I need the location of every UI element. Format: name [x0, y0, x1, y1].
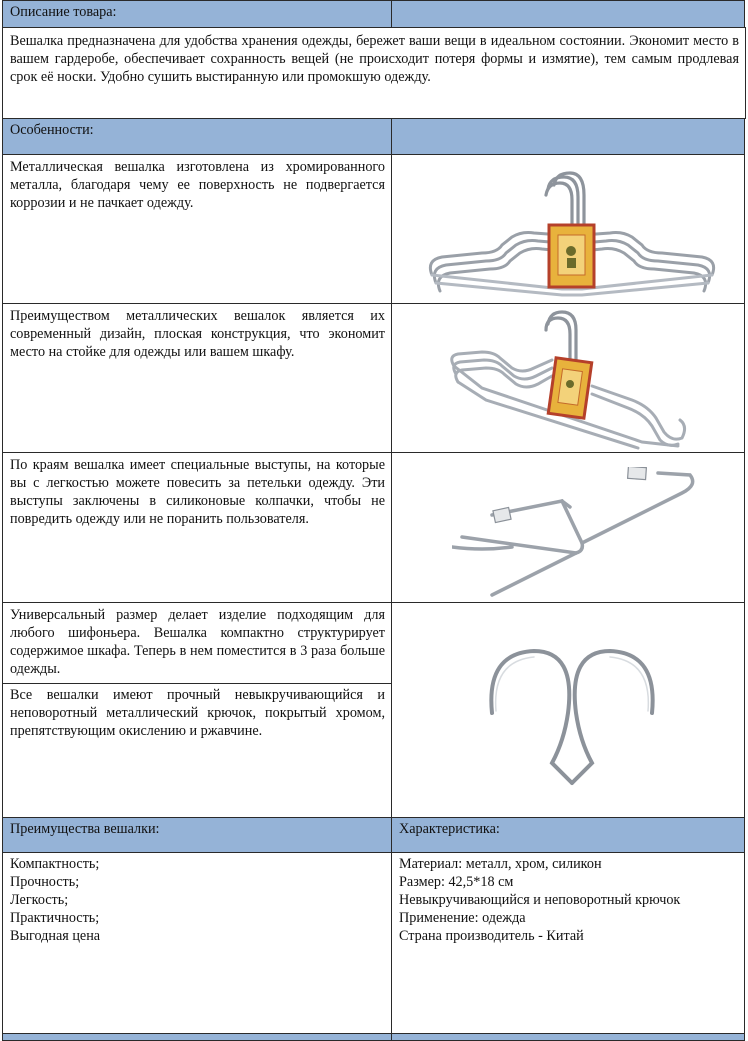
hook-closeup-image: [472, 623, 672, 803]
description-header-empty: [391, 0, 745, 28]
spec-item: Страна производитель - Китай: [399, 928, 584, 944]
features-header-empty: [391, 118, 745, 155]
feature-text-1: Металлическая вешалка изготовлена из хромированного металла, благодаря чему ее поверхность не подвергается коррозии и не пачкает одежду.: [10, 159, 385, 211]
spec-item: Невыкручивающийся и неповоротный крючок: [399, 892, 681, 908]
specs-list: [399, 855, 680, 945]
feature-text-cell-1: [2, 154, 392, 304]
hanger-stack-image: [422, 165, 722, 300]
advantages-header: Преимущества вешалки:: [10, 821, 160, 837]
feature-image-cell-3: [391, 452, 745, 603]
features-header: Особенности:: [10, 122, 94, 138]
feature-text-3: По краям вешалка имеет специальные выступы, на которые вы с легкостью можете повесить за петельки одежду. Эти выступы заключены в силиконовые колпачки, чтобы не повредить одежду или не поранить пользователя.: [10, 457, 385, 527]
spec-item: Материал: металл, хром, силикон: [399, 856, 602, 872]
advantage-item: Легкость;: [10, 892, 69, 908]
description-cell: [2, 27, 746, 119]
feature-row-1: [2, 154, 745, 304]
feature-image-cell-2: [391, 303, 745, 453]
feature-text-5: Все вешалки имеют прочный невыкручивающийся и неповоротный металлический крючок, покрытый хромом, препятствующим окислению и ржавчине.: [10, 687, 385, 739]
feature-row-4: [2, 602, 745, 818]
feature-text-4: Универсальный размер делает изделие подходящим для любого шифоньера. Вешалка компактно структурирует содержимое шкафа. Теперь в нем поместится в 3 раза больше одежды.: [10, 607, 385, 677]
advantages-list: [10, 855, 100, 945]
spec-item: Применение: одежда: [399, 910, 526, 926]
description-text: Вешалка предназначена для удобства хранения одежды, бережет ваши вещи в идеальном состоянии. Экономит место в вашем гардеробе, обеспечивает сохранность вещей (не происходит потеря формы и измятие), тем самым продлевая срок её носки. Удобно сушить выстиранную или промокшую одежду.: [10, 33, 739, 85]
feature-image-cell-1: [391, 154, 745, 304]
bottom-strip-row: [2, 1033, 745, 1040]
spec-item: Размер: 42,5*18 см: [399, 874, 514, 890]
hanger-angled-image: [442, 308, 702, 450]
advantage-item: Практичность;: [10, 910, 100, 926]
feature-text-2: Преимуществом металлических вешалок является их современный дизайн, плоская конструкция, что экономит место на стойке для одежды или вашем шкафу.: [10, 308, 385, 360]
advantages-header-cell: [2, 817, 392, 853]
feature-row-2: [2, 303, 745, 453]
features-header-row: [2, 118, 745, 155]
feature-text-cell-2: [2, 303, 392, 453]
features-header-cell: [2, 118, 392, 155]
description-row: [2, 27, 745, 119]
specs-header: Характеристика:: [399, 821, 500, 837]
description-header: Описание товара:: [10, 4, 117, 20]
advantage-item: Прочность;: [10, 874, 80, 890]
product-sheet: [2, 0, 745, 1040]
specs-header-cell: [391, 817, 745, 853]
feature-image-cell-4: [391, 602, 745, 818]
advantage-item: Выгодная цена: [10, 928, 101, 944]
feature-text-cell-3: [2, 452, 392, 603]
feature-row-3: [2, 452, 745, 603]
description-header-row: [2, 0, 745, 28]
hanger-end-cap-image: [452, 467, 732, 597]
specs-cell: [391, 852, 745, 1034]
summary-row: [2, 852, 745, 1034]
description-header-cell: [2, 0, 392, 28]
advantages-cell: [2, 852, 392, 1034]
advantage-item: Компактность;: [10, 856, 100, 872]
summary-header-row: [2, 817, 745, 853]
feature-text-cell-4: [2, 602, 392, 818]
